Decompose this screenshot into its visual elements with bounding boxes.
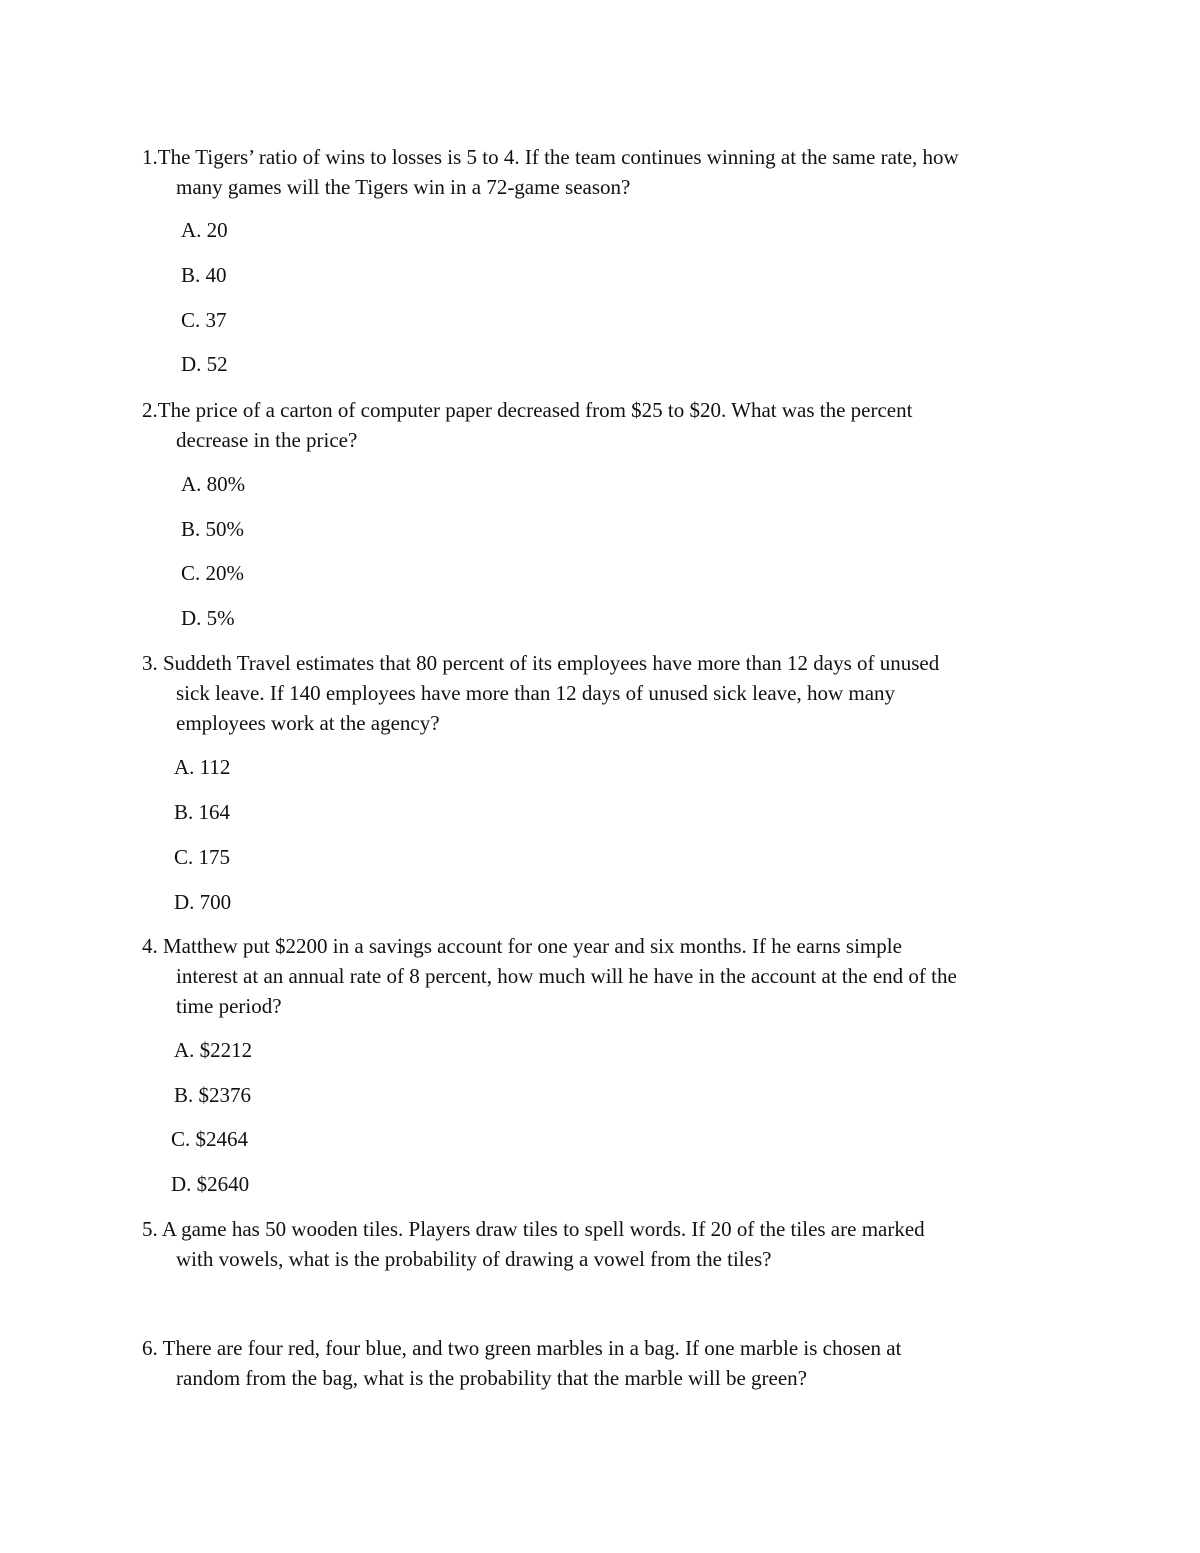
question-1-choice-c: C. 37 [181,308,227,332]
question-2-line-2: decrease in the price? [176,428,358,452]
question-4-choice-a: A. $2212 [174,1038,253,1062]
question-5-line-2: with vowels, what is the probability of drawing a vowel from the tiles? [176,1247,772,1271]
question-2-choice-d: D. 5% [181,606,235,630]
question-3-choice-d: D. 700 [174,890,232,914]
question-6-line-1: 6. There are four red, four blue, and two green marbles in a bag. If one marble is chosen at [142,1336,902,1360]
question-6-line-2: random from the bag, what is the probability that the marble will be green? [176,1366,807,1390]
question-4-choice-b: B. $2376 [174,1083,252,1107]
question-3-line-2: sick leave. If 140 employees have more than 12 days of unused sick leave, how many [176,681,896,705]
question-6 [142,1333,1072,1393]
question-2-choice-b: B. 50% [181,517,244,541]
question-2-choice-a: A. 80% [181,472,246,496]
question-2 [142,395,1072,455]
question-1 [142,142,1072,202]
question-4-choice-c: C. $2464 [171,1127,249,1151]
question-3-line-1: 3. Suddeth Travel estimates that 80 percent of its employees have more than 12 days of unused [142,651,940,675]
question-1-line-1: 1.The Tigers’ ratio of wins to losses is 5 to 4. If the team continues winning at the same rate, how [142,145,959,169]
question-1-choice-b: B. 40 [181,263,227,287]
question-5 [142,1214,1072,1274]
question-4 [142,931,1072,1021]
question-4-line-3: time period? [176,994,282,1018]
question-4-line-2: interest at an annual rate of 8 percent, how much will he have in the account at the end of the [176,964,957,988]
question-3 [142,648,1072,738]
question-1-choice-a: A. 20 [181,218,228,242]
question-3-line-3: employees work at the agency? [176,711,440,735]
question-3-choice-b: B. 164 [174,800,231,824]
question-3-choice-a: A. 112 [174,755,231,779]
question-4-line-1: 4. Matthew put $2200 in a savings account for one year and six months. If he earns simple [142,934,902,958]
question-5-line-1: 5. A game has 50 wooden tiles. Players draw tiles to spell words. If 20 of the tiles are marked [142,1217,925,1241]
question-1-line-2: many games will the Tigers win in a 72-game season? [176,175,631,199]
question-4-choice-d: D. $2640 [171,1172,250,1196]
question-1-choice-d: D. 52 [181,352,228,376]
question-3-choice-c: C. 175 [174,845,231,869]
question-2-line-1: 2.The price of a carton of computer paper decreased from $25 to $20. What was the percent [142,398,913,422]
question-2-choice-c: C. 20% [181,561,244,585]
